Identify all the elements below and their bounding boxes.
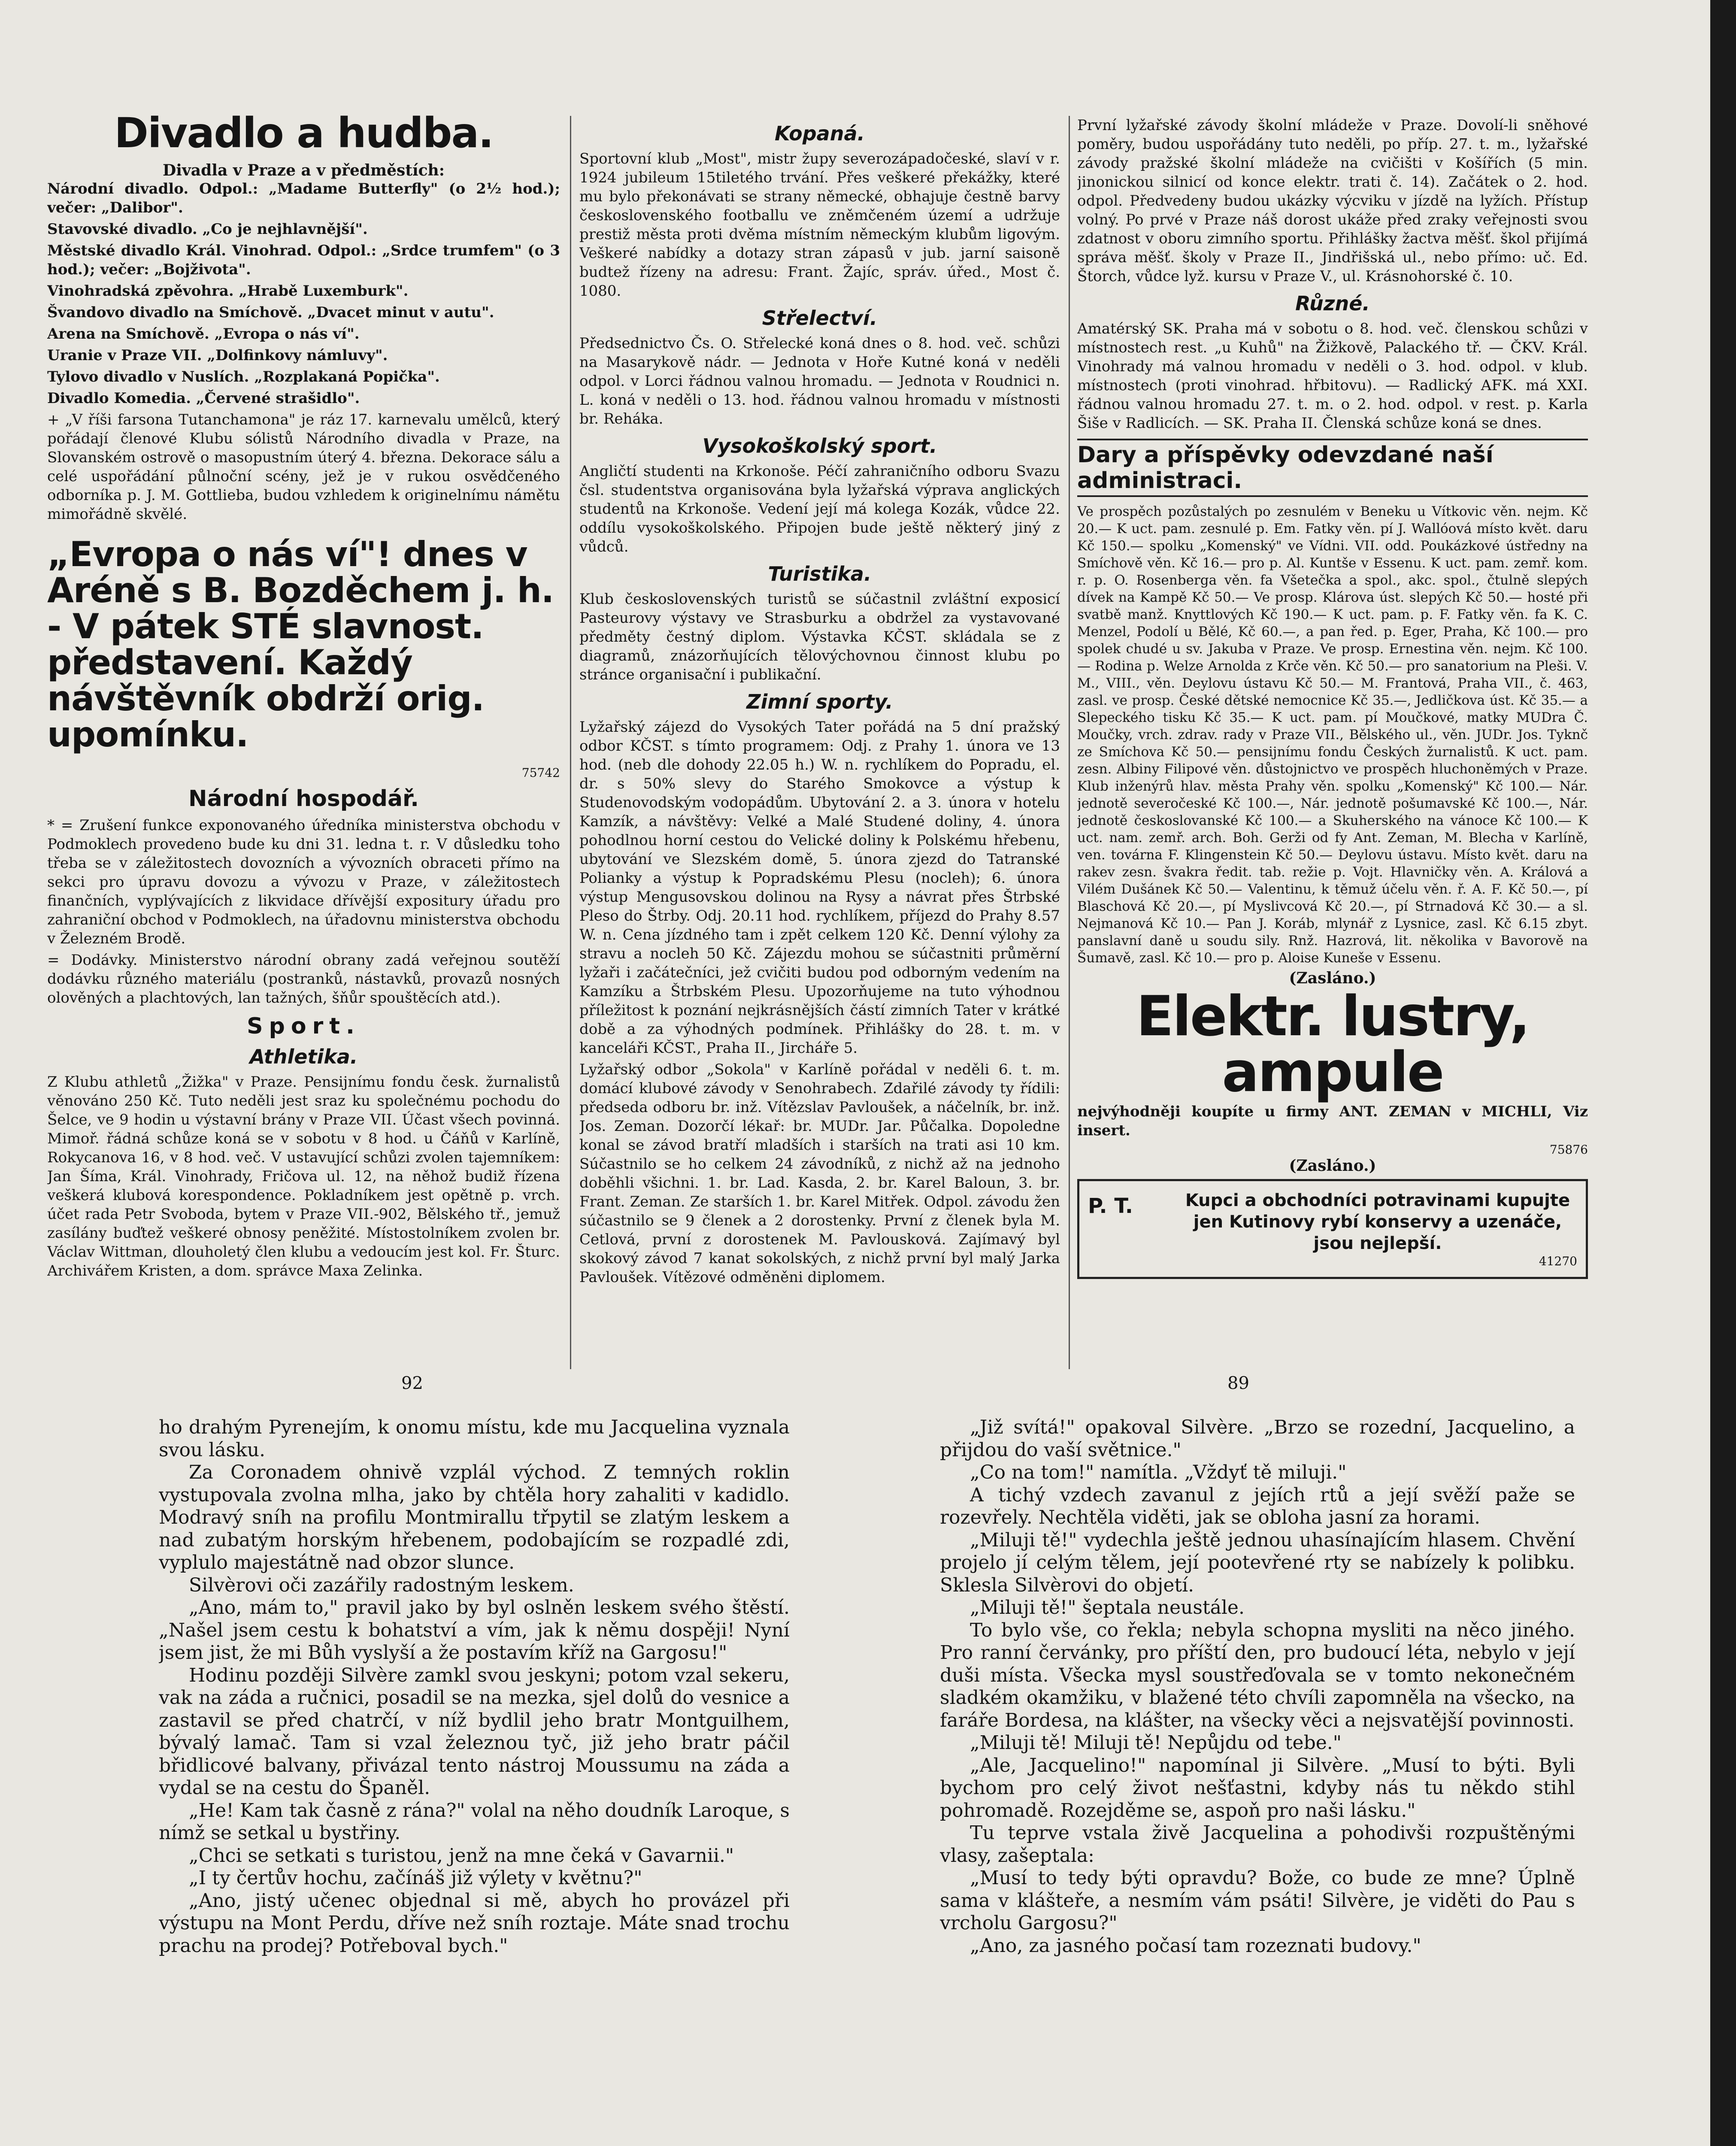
football-text: Sportovní klub „Most", mistr župy severozápadočeské, slaví v r. 1924 jubileum 15tiletého trvání. Přes veškeré překážky, které mu bylo překonávati se strany německé, obhajuje čestně barvy československého footballu ve zněmčeném území a udržuje prestiž města proti dvěma místním německým klubům ligovým. Veškeré nabídky a dotazy stran zápasů v jub. jarní saisoně budtež řízeny na adresu: Frant. Žajíc, správ. úřed., Most č. 1080.: [579, 150, 1060, 300]
misc-text: Amatérský SK. Praha má v sobotu o 8. hod. več. členskou schůzi v místnostech rest. „u Kuhů" na Žižkově, Palackého tř. — ČKV. Král. Vinohrady má valnou hromadu v neděli o 3. hod. odpol. v klub. místnostech (proti vinohrad. hřbitovu). — Radlický AFK. má XXI. řádnou valnou hromadu 27. t. m. o 2. hod. odpol. v rest. p. Karla Šiše v Radlicích. — SK. Praha II. Členská schůze koná se dnes.: [1077, 320, 1588, 432]
shooting-text: Předsednictvo Čs. O. Střelecké koná dnes o 8. hod. več. schůzi na Masarykově nádr. — Jednota v Hoře Kutné koná v neděli odpol. v Lorci řádnou valnou hromadu. — Jednota v Roudnici n. L. koná v neděli o 13. hod. řádnou valnou hromadu v místnosti br. Reháka.: [579, 335, 1060, 427]
scan-edge-bar: [1710, 0, 1736, 2146]
paragraph: „Již svítá!" opakoval Silvère. „Brzo se rozední, Jacquelino, a přijdou do vaší světnice.": [940, 1416, 1575, 1461]
tutanchamon-notice: + „V říši farsona Tutanchamona" je ráz 17. karnevalu umělců, který pořádají členové Klubu sólistů Národního divadla v Praze, na Slovanském ostrově o masopustním úterý 4. března. Dekorace sálu a celé uspořádání půlnoční scény, jež je v rukou osvědčeného odborníka p. J. M. Gottliebа, budou vzhledem k originelnímu námětu mimořádně skvělé.: [47, 411, 560, 523]
tourism-text: Klub československých turistů se súčastnil zvláštní exposicí Pasteurovy výstavy ve Strasburku a obdržel za vystavované předměty čestný diplom. Výstavka KČST. skládala se z diagramů, znázorňujících tělovýchovnou činnost klubu po stránce organisační i publikační.: [579, 591, 1060, 683]
column-misc-ads: [1077, 116, 1588, 1378]
donations-title: Dary a příspěvky odevzdané naší administraci.: [1077, 439, 1588, 497]
paragraph: „Miluji tě!" šeptala neustále.: [970, 1597, 1245, 1619]
column-sports: [579, 116, 1060, 1378]
arena-advertisement: „Evropa o nás ví"! dnes v Aréně s B. Bozděchem j. h. - V pátek STÉ slavnost. představení. Každý návštěvník obdrží orig. upomínku.: [47, 534, 554, 755]
page-number-right: 89: [1227, 1373, 1249, 1393]
paragraph: „Ale, Jacquelino!" napomínal ji Silvère. „Musí to býti. Byli bychom pro celý život nešťastni, kdyby nás tu někdo stihl pohromadě. Rozejděme se, aspoň pro naši lásku.": [940, 1754, 1575, 1822]
listing: Městské divadlo Král. Vinohrad. Odpol.: „Srdce trumfem" (o 3 hod.); večer: „Bojživota".: [47, 242, 560, 278]
theatre-listings: [47, 179, 560, 408]
subsection-shooting: Střelectví.: [762, 306, 878, 330]
lustry-code: 75876: [1549, 1143, 1588, 1157]
ad-text: Kupci a obchodníci potravinami kupujte jen Kutinovy rybí konservy a uzenáče, jsou nejlepší.: [1185, 1191, 1570, 1253]
paragraph: „Ano, jistý učenec objednal si mě, abych ho provázel při výstupu na Mont Perdu, dříve než sníh roztaje. Máte snad trochu prachu na prodej? Potřeboval bych.": [159, 1889, 790, 1957]
listing: Stavovské divadlo. „Co je nejhlavnější".: [47, 221, 368, 238]
ad-initials: P. T.: [1088, 1194, 1133, 1218]
section-title-economy: Národní hospodář.: [188, 786, 419, 812]
paragraph: A tichý vzdech zavanul z jejích rtů a její svěží paže se rozevřely. Nechtěla viděti, jak se obloha jasní za horami.: [940, 1484, 1575, 1528]
school-ski-text: První lyžařské závody školní mládeže v Praze. Dovolí-li sněhové poměry, budou uspořádány tuto neděli, po příp. 27. t. m., lyžařské závody pražské školní mládeže na cvičišti v Košířích (5 min. jinonickou silnicí od konce elektr. trati č. 14). Začátek o 2. hod. odpol. Předvedeny budou ukázky výcviku v jízdě na lyžích. Přístup volný. Po prvé v Praze náš dorost ukáže před zraky veřejnosti svou zdatnost v oboru zimního sportu. Přihlášky žactva měšť. škol přijímá správa měšť. školy v Praze II., Jindřišská ul., nebo přímo: uč. Ed. Štorch, vůdce lyž. kursu v Praze V., ul. Krásnohorské č. 10.: [1077, 117, 1588, 285]
paragraph: „Miluji tě!" vydechla ještě jednou uhasínajícím hlasem. Chvění projelo jí celým tělem, její pootevřené rty se nabízely k polibku. Sklesla Silvèrovi do objetí.: [940, 1529, 1575, 1596]
listing: Uranie v Praze VII. „Dolfinkovy námluvy".: [47, 347, 388, 364]
paid-notice-label: (Zasláno.): [1289, 1157, 1376, 1175]
paragraph: „I ty čertův hochu, začínáš již výlety v květnu?": [189, 1867, 642, 1889]
paragraph: Tu teprve vstala živě Jacquelina a pohodivši rozpuštěnými vlasy, zašeptala:: [940, 1822, 1575, 1867]
novel-page-right: [940, 1416, 1575, 2146]
subsection-athletics: Athletika.: [249, 1045, 358, 1068]
subsection-tourism: Turistika.: [768, 562, 872, 585]
economy-text: * = Zrušení funkce exponovaného úředníka ministerstva obchodu v Podmoklech provedeno bude ku dni 31. ledna t. r. V důsledku toho třeba se v záležitostech dovozních a vývozních obraceti přímo na sekci pro úpravu dovozu a vývozu v Praze, v záležitostech finančních, vyplývajících z likvidace dřívější expositury úřadu pro zahraniční obchod v Podmoklech, na úřadovnu ministerstva obchodu v Železném Brodě.: [47, 817, 560, 947]
winter-sports-text-2: Lyžařský odbor „Sokola" v Karlíně pořádal v neděli 6. t. m. domácí klubové závody v Senohrabech. Zdařilé závody ty řídili: předseda odboru br. inž. Vítězslav Pavloušek, a náčelník, br. inž. Jos. Zeman. Dozorčí lékař: br. MUDr. Jar. Půčalka. Dopoledne konal se závod bratří mladších i starších na trati asi 10 km. Súčastnilo se ho celkem 24 závodníků, z nichž až na jednoho doběhli všichni. 1. br. Lad. Kasda, 2. br. Karel Baloun, 3. br. Frant. Zeman. Ze starších 1. br. Karel Mitřek. Odpol. závodu žen súčastnilo se 9 členek a 2 dorostenky. První z členek byla M. Cetlová, první z dorostenek M. Pavlousková. Zajímavý byl skokový závod 7 kanat sokolských, z nichž první byl malý Jarka Pavloušek. Vítězové odměněni diplomem.: [579, 1061, 1060, 1286]
novel-page-left: [159, 1416, 790, 2146]
subsection-football: Kopaná.: [775, 122, 865, 145]
listing: Arena na Smíchově. „Evropa o nás ví".: [47, 325, 360, 343]
lustry-advertisement: Elektr. lustry, ampule: [1136, 985, 1529, 1104]
paragraph: ho drahým Pyrenejím, k onomu místu, kde mu Jacquelina vyznala svou lásku.: [159, 1416, 790, 1461]
paragraph: „He! Kam tak časně z rána?" volal na něho doudník Laroque, s nímž se setkal u bystřiny.: [159, 1799, 790, 1844]
column-divider: [1069, 116, 1070, 1369]
page-number-left: 92: [401, 1373, 423, 1393]
subsection-misc: Různé.: [1295, 292, 1370, 315]
section-title-sport: Sport.: [247, 1013, 361, 1039]
ad-code: 41270: [1539, 1254, 1577, 1268]
ad-code: 75742: [521, 766, 560, 780]
listing: Divadlo Komedia. „Červené strašidlo".: [47, 390, 360, 407]
paragraph: Za Coronadem ohnivě vzplál východ. Z temných roklin vystupovala zvolna mlha, jako by chtěla hory zahaliti v kadidlo. Modravý sníh na profilu Montmirallu třpytil se zlatým leskem a nad zubatým horským hřebenem, podobajícím se rozpadlé zdi, vyplulo majestátně nad obzor slunce.: [159, 1461, 790, 1573]
listing: Národní divadlo. Odpol.: „Madame Butterfly" (o 2½ hod.); večer: „Dalibor".: [47, 180, 560, 216]
paragraph: „Musí to tedy býti opravdu? Bože, co bude ze mne? Úplně sama v klášteře, a nesmím vám psáti! Silvère, je viděti do Pau s vrcholu Gargosu?": [940, 1867, 1575, 1934]
fish-conserves-advertisement: [1077, 1179, 1588, 1279]
paragraph: „Ano, za jasného počasí tam rozeznati budovy.": [970, 1934, 1421, 1957]
section-title-theatre: Divadlo a hudba.: [114, 109, 493, 157]
paragraph: „Miluji tě! Miluji tě! Nepůjdu od tebe.": [970, 1732, 1342, 1754]
athletics-text: Z Klubu athletů „Žižka" v Praze. Pensijnímu fondu česk. žurnalistů věnováno 250 Kč. Tuto neděli jest sraz ku společnému pochodu do Šelce, ve 9 hodin u výstavní brány v Praze VII. Účast všech povinná. Mimoř. řádná schůze koná se v sobotu v 8 hod. u Čáňů v Karlíně, Rokycanova 16, v 8 hod. več. V ustavující schůzi zvolen tajemníkem: Jan Šíma, Král. Vinohrady, Fričova ul. 12, na něhož budiž řízena veškerá klubová korespondence. Pokladníkem jest opětně p. vrch. účet rada Petr Svoboda, bytem v Praze VII.-902, Bělského tř., jemuž zasílány buďtež veškeré obnosy peněžité. Místostolníkem zvolen br. Václav Wittman, dlouholetý člen klubu a vedoucím jest kol. Fr. Šturc. Archivářem Kristen, a dom. správce Maxa Zelinka.: [47, 1073, 560, 1279]
paragraph: „Chci se setkati s turistou, jenž na mne čeká v Gavarnii.": [189, 1844, 734, 1867]
paragraph: Hodinu později Silvère zamkl svou jeskyni; potom vzal sekeru, vak na záda a ručnici, posadil se na mezka, sjel dolů do vesnice a zastavil se před chatrčí, v níž bydlil jeho bratr Montguilhem, bývalý lamač. Tam si vzal železnou tyč, již jeho bratr páčil břidlicové balvany, přivázal tento nástroj Moussumu na záda a vydal se na cestu do Španěl.: [159, 1664, 790, 1799]
paragraph: To bylo vše, co řekla; nebyla schopna mysliti na něco jiného. Pro ranní červánky, pro příští den, pro budoucí léta, nebylo v její duši místa. Všecka mysl soustřeďovala se v tomto nekonečném sladkém okamžiku, v blažené této chvíli zapomněla na všecko, na faráře Bordesa, na klášter, na všecky věci a nejsvatější povinnosti.: [940, 1619, 1575, 1731]
listing: Tylovo divadlo v Nuslích. „Rozplakaná Popička".: [47, 368, 440, 385]
listing: Vinohradská zpěvohra. „Hrabě Luxemburk".: [47, 282, 409, 300]
paragraph: „Ano, mám to," pravil jako by byl oslněn leskem svého štěstí. „Našel jsem cestu k bohatství a vím, jak k němu dospěji! Nyní jsem jist, že mi Bůh vyslyší a že postavím kříž na Gargosu!": [159, 1597, 790, 1664]
paragraph: „Co na tom!" namítla. „Vždyť tě miluji.": [970, 1461, 1347, 1483]
paid-notice-label: (Zasláno.): [1289, 969, 1376, 987]
theatre-subtitle: Divadla v Praze a v předměstích:: [162, 161, 445, 179]
column-theatre-economy-sport: [47, 103, 560, 1378]
column-divider: [570, 116, 571, 1369]
winter-sports-text-1: Lyžařský zájezd do Vysokých Tater pořádá na 5 dní pražský odbor KČST. s tímto programem: Odj. z Prahy 1. února ve 13 hod. (neb dle dohody 22.05 h.) W. n. rychlíkem do Popradu, el. dr. s 50% slevy do Starého Smokovce a výstup k Studenovodským vodopádům. Ubytování 2. a 3. února v hotelu Kamzík, a návštěvy: Velké a Malé Studené doliny, 4. února pohodlnou horní cestou do Velické doliny k Polskému hřebenu, ubytování ve Slezském domě, 5. února zjezd do Tatranské Polianky a výstup k Popradskému Plesu (nocleh); 6. února výstup Mengusovskou dolinou na Rysy a návrat přes Štrbské Pleso do Štrby. Odj. 20.11 hod. rychlíkem, příjezd do Prahy 8.57 W. n. Cena jízdného tam i zpět celkem 120 Kč. Denní výlohy za stravu a nocleh 50 Kč. Zájezdu mohou se súčastniti průměrní lyžaři i začátečníci, jež cvičiti budou pod odborným vedením na Kamzíku a Štrbském Plesu. Upozorňujeme na tuto výhodnou příležitost k poznání nejkrásnějších částí zimních Tater v krátké době a za výhodných podmínek. Přihlášky do 28. t. m. v kanceláři KČST., Praha II., Jircháře 5.: [579, 718, 1060, 1057]
university-sport-text: Angličtí studenti na Krkonoše. Péčí zahraničního odboru Svazu čsl. studentstva organisována byla lyžařská výprava anglických studentů na Krkonoše. Vedení její má kolega Kozák, vůdce 22. oddílu vysokoškolského. Připojen bude ještě některý jiný z vůdců.: [579, 463, 1060, 555]
paragraph: Silvèrovi oči zazářily radostným leskem.: [189, 1574, 574, 1596]
donations-text: Ve prospěch pozůstalých po zesnulém v Beneku u Vítkovic věn. nejm. Kč 20.— K uct. pam. zesnulé p. Em. Fatky věn. pí J. Wallóová místo květ. daru Kč 150.— spolku „Komenský" ve Vídni. VII. odd. Poukázkové ústředny na Smíchově věn. Kč 16.— pro p. Al. Kuntše v Essenu. K uct. pam. zemř. kom. r. p. O. Rosenberga věn. fa Všetečka a spol., akc. spol., čtulně slepých dívek na Kampě Kč 50.— Ve prosp. Klárova úst. slepých Kč 50.— hosté při svatbě manž. Knyttlových Kč 190.— K uct. pam. p. F. Fatky věn. fa K. C. Menzel, Podolí u Bělé, Kč 60.—, a pan řed. p. Eger, Praha, Kč 100.— pro spolek chudé u sv. Jakuba v Praze. Ve prosp. Ernestina věn. nejm. Kč 100.— Rodina p. Welze Arnolda z Krče věn. Kč 50.— pro sanatorium na Pleši. V. M., VIII., věn. Deylovu ústavu Kč 50.— M. Frantová, Praha VII., č. 463, zasl. ve prosp. České dětské nemocnice Kč 35.—, Jedličkova úst. Kč 35.— a Slepeckého tisku Kč 35.— K uct. pam. pí Moučkové, matky MUDra Č. Moučky, vrch. zdrav. rady v Praze VII., Bělského ul., věn. JUDr. Jos. Tyknč ze Smíchova Kč 50.— pensijnímu fondu Českých žurnalistů. K uct. pam. zesn. Albiny Filipové věn. důstojnictvo ve prospěch hluchoněmých v Praze. Klub inženýrů hlav. města Prahy věn. spolku „Komenský" Kč 100.— Nár. jednotě severočeské Kč 100.—, Nár. jednotě pošumavské Kč 100.—, Nár. jednotě českoslovanské Kč 100.— a Skuherského na vánoce Kč 100.— K uct. nam. zemř. arch. Boh. Gerži od fy Ant. Zeman, M. Blecha v Karlíně, ven. továrna F. Klingenstein Kč 50.— Deylovu ústavu. Místo květ. daru na rakev zesn. švakra ředit. tab. režie p. Vojt. Hlavničky věn. A. Králová a Vilém Dušánek Kč 50.— Valentinu, k těmuž účelu věn. ř. A. F. Kč 50.—, pí Blaschová Kč 20.—, pí Myslivcová Kč 20.—, pí Strnadová Kč 30.— a sl. Nejmanová Kč 10.— Pan J. Koráb, mlynář z Lysnice, zasl. Kč 6.15 zbyt. panslavní daně u soudu sily. Rnž. Hazrová, lit. několika v Bavorově na Šumavě, zasl. Kč 10.— pro p. Aloise Kuneše v Essenu.: [1077, 504, 1588, 966]
listing: Švandovo divadlo na Smíchově. „Dvacet minut v autu".: [47, 304, 494, 321]
subsection-winter-sports: Zimní sporty.: [746, 690, 893, 713]
lustry-subtext: nejvýhodněji koupíte u firmy ANT. ZEMAN v MICHLI, Viz insert.: [1077, 1103, 1588, 1139]
subsection-university-sport: Vysokoškolský sport.: [702, 434, 937, 458]
supplies-text: = Dodávky. Ministerstvo národní obrany zadá veřejnou soutěží dodávku různého materiálu (postranků, nástavků, provazů nosných olověných a plachtových, lan tažných, šňůr spouštěcích atd.).: [47, 952, 560, 1006]
